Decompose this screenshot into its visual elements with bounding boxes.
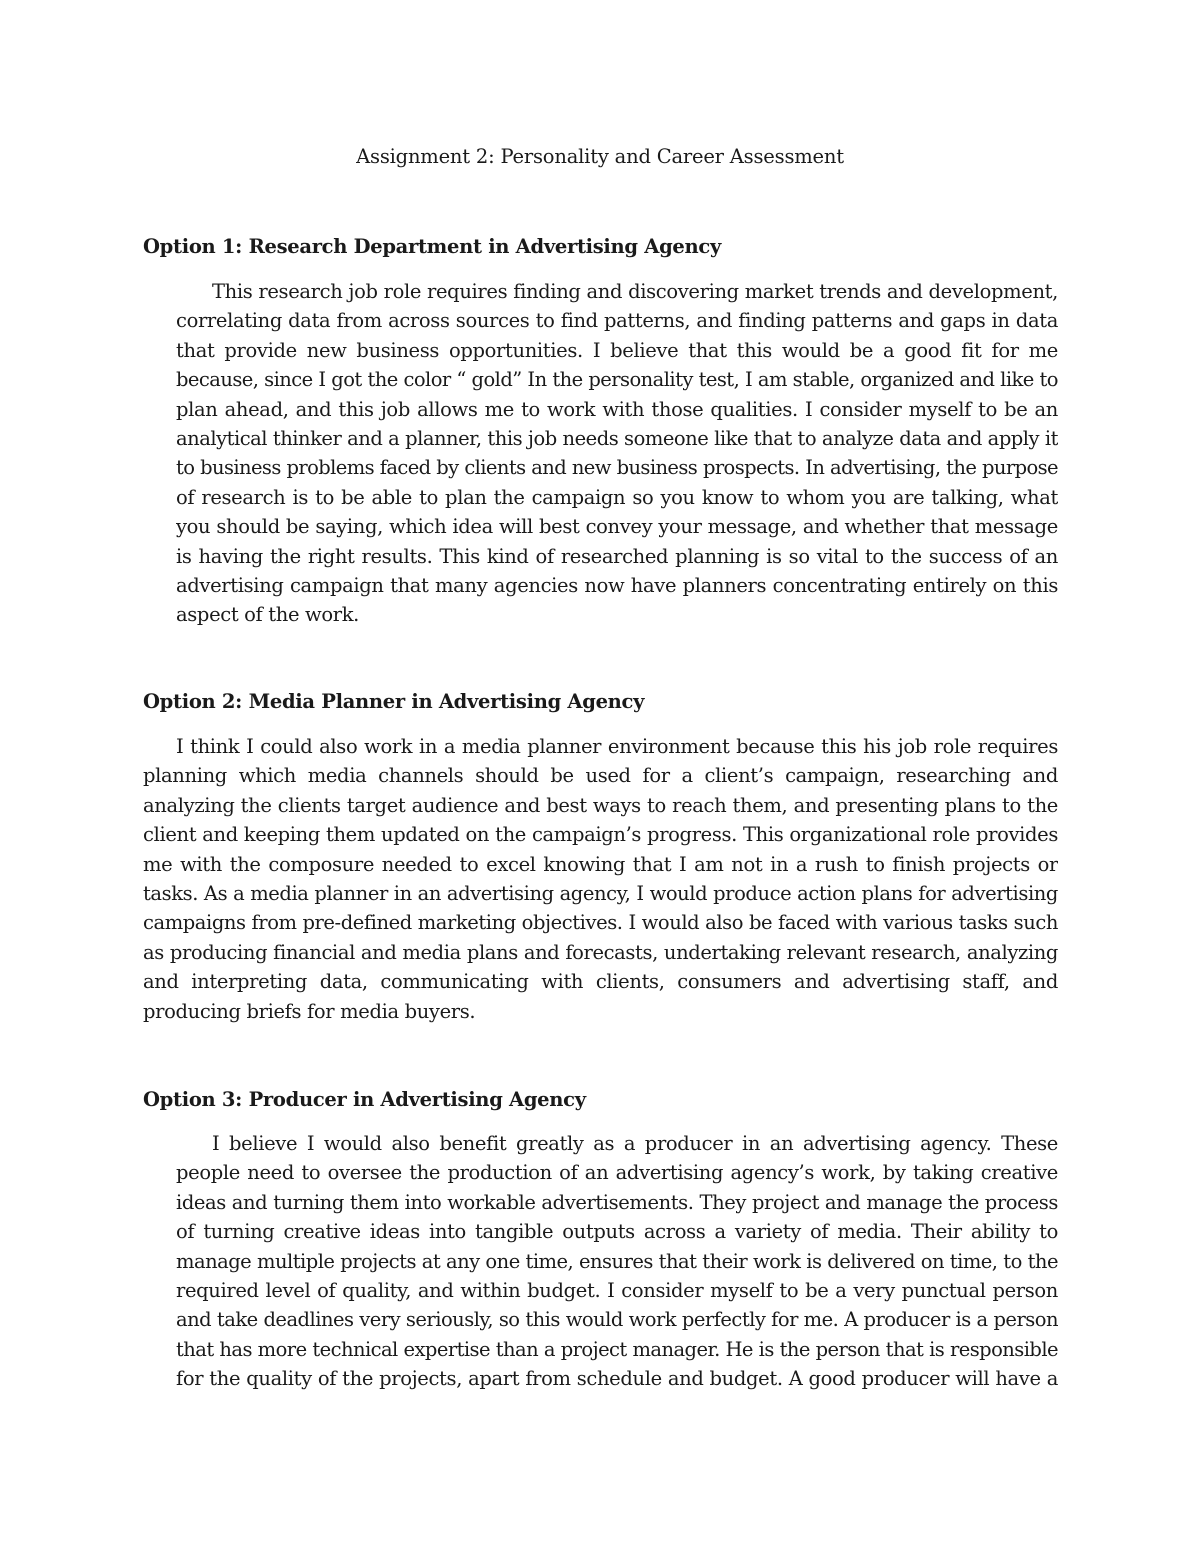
text-line: I believe I would also benefit greatly as a producer in an advertising agency. These	[212, 1132, 1058, 1155]
text-line: as producing financial and media plans and forecasts, undertaking relevant research, analyzing	[143, 940, 1058, 964]
section-body-option-2	[143, 732, 1058, 1026]
document-title: Assignment 2: Personality and Career Assessment	[356, 145, 844, 168]
text-line: producing briefs for media buyers.	[143, 999, 476, 1023]
text-line: and interpreting data, communicating with clients, consumers and advertising staff, and	[143, 970, 1058, 994]
text-line: advertising campaign that many agencies now have planners concentrating entirely on this	[176, 574, 1058, 598]
section-heading-option-1: Option 1: Research Department in Advertising Agency	[143, 235, 721, 258]
text-line: is having the right results. This kind of researched planning is so vital to the success of an	[176, 544, 1058, 568]
text-line: of research is to be able to plan the campaign so you know to whom you are talking, what	[176, 485, 1058, 509]
text-line: aspect of the work.	[176, 603, 360, 627]
section-body-option-3	[176, 1129, 1058, 1394]
text-line: me with the composure needed to excel knowing that I am not in a rush to finish projects or	[143, 852, 1058, 876]
text-line: for the quality of the projects, apart from schedule and budget. A good producer will have a	[176, 1367, 1058, 1391]
text-line: plan ahead, and this job allows me to work with those qualities. I consider myself to be an	[176, 397, 1058, 421]
text-line: you should be saying, which idea will best convey your message, and whether that message	[176, 515, 1058, 539]
text-line: correlating data from across sources to find patterns, and finding patterns and gaps in data	[176, 309, 1058, 333]
text-line: I think I could also work in a media planner environment because this his job role requires	[176, 735, 1058, 758]
text-line: client and keeping them updated on the campaign’s progress. This organizational role provides	[143, 823, 1058, 847]
text-line: This research job role requires finding and discovering market trends and development,	[212, 280, 1058, 303]
text-line: that has more technical expertise than a project manager. He is the person that is responsible	[176, 1337, 1058, 1361]
text-line: tasks. As a media planner in an advertising agency, I would produce action plans for advertising	[143, 882, 1058, 906]
text-line: and take deadlines very seriously, so this would work perfectly for me. A producer is a person	[176, 1308, 1058, 1332]
section-heading-option-2: Option 2: Media Planner in Advertising Agency	[143, 690, 645, 713]
section-heading-option-3: Option 3: Producer in Advertising Agency	[143, 1088, 586, 1111]
text-line: analytical thinker and a planner, this job needs someone like that to analyze data and apply it	[176, 427, 1058, 451]
text-line: campaigns from pre-defined marketing objectives. I would also be faced with various tasks such	[143, 911, 1058, 935]
text-line: that provide new business opportunities. I believe that this would be a good fit for me	[176, 338, 1058, 362]
text-line: of turning creative ideas into tangible outputs across a variety of media. Their ability to	[176, 1220, 1058, 1244]
text-line: to business problems faced by clients and new business prospects. In advertising, the purpose	[176, 456, 1058, 480]
text-line: required level of quality, and within budget. I consider myself to be a very punctual person	[176, 1279, 1058, 1303]
text-line: because, since I got the color “ gold” In the personality test, I am stable, organized and like to	[176, 368, 1058, 392]
text-line: ideas and turning them into workable advertisements. They project and manage the process	[176, 1190, 1058, 1214]
text-line: analyzing the clients target audience and best ways to reach them, and presenting plans to the	[143, 793, 1058, 817]
section-body-option-1	[176, 277, 1058, 630]
text-line: people need to oversee the production of an advertising agency’s work, by taking creative	[176, 1161, 1058, 1185]
text-line: manage multiple projects at any one time, ensures that their work is delivered on time, to the	[176, 1249, 1058, 1273]
text-line: planning which media channels should be used for a client’s campaign, researching and	[143, 764, 1058, 788]
